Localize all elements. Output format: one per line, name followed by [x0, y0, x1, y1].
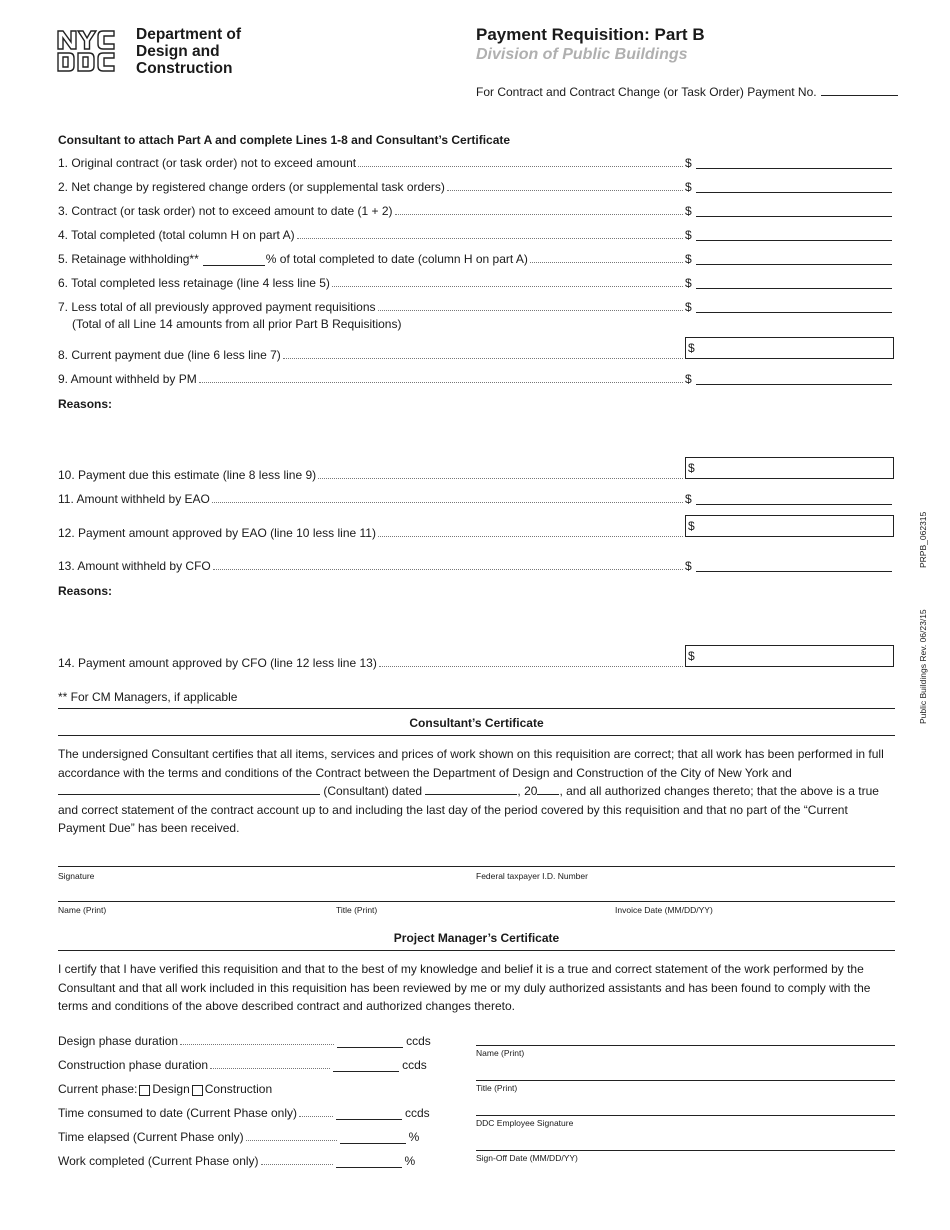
- dollar-sign: $: [685, 228, 692, 242]
- line-10: 10. Payment due this estimate (line 8 less line 9): [58, 468, 685, 482]
- line-8: 8. Current payment due (line 6 less line 7): [58, 348, 685, 362]
- dollar-sign: $: [685, 252, 692, 266]
- line-11: 11. Amount withheld by EAO: [58, 492, 685, 506]
- line-13-amount[interactable]: [696, 559, 892, 572]
- line-10-amount-box[interactable]: $: [685, 457, 894, 479]
- pm-signoff-label: Sign-Off Date (MM/DD/YY): [476, 1153, 578, 1163]
- pm-signature-label: DDC Employee Signature: [476, 1118, 574, 1128]
- design-checkbox[interactable]: [139, 1085, 150, 1096]
- time-elapsed: Time elapsed (Current Phase only) %: [58, 1130, 420, 1144]
- pm-certificate-title: Project Manager’s Certificate: [393, 931, 560, 945]
- line-14-amount-box[interactable]: $: [685, 645, 894, 667]
- dollar-sign: $: [685, 180, 692, 194]
- dollar-sign: $: [685, 204, 692, 218]
- line-7: 7. Less total of all previously approved payment requisitions: [58, 300, 685, 314]
- section-heading: Consultant to attach Part A and complete Lines 1-8 and Consultant’s Certificate: [58, 133, 511, 147]
- work-completed-field[interactable]: [336, 1157, 402, 1168]
- consultant-title-label: Title (Print): [336, 905, 378, 915]
- consultant-certificate-text: The undersigned Consultant certifies that all items, services and prices of work shown on this requisition are correct; that all work has been performed in full accordance with the terms and conditions of the Contract between the Department of Design and Construction of the City of New York and (Consultant) dated , 20 , and all authorized changes thereto; that the above is a true and correct statement of the contract account up to and including the last day of the period covered by this requisition and that no part of the “Current Payment Due” has been received.: [58, 747, 884, 835]
- line-4: 4. Total completed (total column H on part A): [58, 228, 685, 242]
- line-14: 14. Payment amount approved by CFO (line 12 less line 13): [58, 656, 685, 670]
- line-7-note: (Total of all Line 14 amounts from all prior Part B Requisitions): [72, 317, 402, 331]
- pm-name-line[interactable]: [476, 1045, 895, 1046]
- consultant-certificate-title: Consultant’s Certificate: [409, 716, 544, 730]
- line-1: 1. Original contract (or task order) not to exceed amount: [58, 156, 685, 170]
- line-2: 2. Net change by registered change orders (or supplemental task orders): [58, 180, 685, 194]
- payment-no-field[interactable]: For Contract and Contract Change (or Task Order) Payment No.: [476, 85, 898, 99]
- dollar-sign: $: [685, 372, 692, 386]
- pm-signature-line[interactable]: [476, 1115, 895, 1116]
- form-subtitle: Division of Public Buildings: [476, 46, 688, 63]
- work-completed: Work completed (Current Phase only) %: [58, 1154, 416, 1168]
- line-3: 3. Contract (or task order) not to exceed amount to date (1 + 2): [58, 204, 685, 218]
- line-8-amount-box[interactable]: $: [685, 337, 894, 359]
- time-elapsed-field[interactable]: [340, 1133, 406, 1144]
- construction-checkbox[interactable]: [192, 1085, 203, 1096]
- line-12: 12. Payment amount approved by EAO (line 10 less line 11): [58, 526, 685, 540]
- cert-date-field[interactable]: [425, 782, 517, 795]
- design-duration-field[interactable]: [337, 1037, 403, 1048]
- divider: [58, 708, 895, 709]
- line-4-amount[interactable]: [696, 228, 892, 241]
- line-2-amount[interactable]: [696, 180, 892, 193]
- dollar-sign: $: [685, 492, 692, 506]
- signature-line[interactable]: [58, 866, 895, 867]
- reasons-label-cfo: Reasons:: [58, 584, 113, 598]
- nyc-ddc-logo: [56, 28, 126, 74]
- pm-signoff-line[interactable]: [476, 1150, 895, 1151]
- divider: [58, 735, 895, 736]
- construction-phase-duration: Construction phase duration ccds: [58, 1058, 427, 1072]
- form-title: Payment Requisition: Part B: [476, 25, 705, 44]
- pm-certificate-text: I certify that I have verified this requisition and that to the best of my knowledge and belief it is a true and correct statement of the work performed by the Consultant and that all work included in this requisition has been reviewed by me or my duly authorized assistants and has been found to comply with the terms and conditions of the above described contract and authorized changes thereto.: [58, 962, 871, 1013]
- line-7-amount[interactable]: [696, 300, 892, 313]
- dollar-sign: $: [685, 300, 692, 314]
- reasons-label-pm: Reasons:: [58, 397, 113, 411]
- consultant-name-field[interactable]: [58, 782, 320, 795]
- line-6-amount[interactable]: [696, 276, 892, 289]
- construction-duration-field[interactable]: [333, 1061, 399, 1072]
- retainage-percent-field[interactable]: [203, 255, 265, 266]
- footnote: ** For CM Managers, if applicable: [58, 690, 238, 704]
- divider: [58, 950, 895, 951]
- line-12-amount-box[interactable]: $: [685, 515, 894, 537]
- form-code: PRPB_062315: [918, 511, 928, 568]
- line-5-amount[interactable]: [696, 252, 892, 265]
- line-3-amount[interactable]: [696, 204, 892, 217]
- revision-note: Public Buildings Rev. 06/23/15: [918, 609, 928, 724]
- pm-title-label: Title (Print): [476, 1083, 518, 1093]
- time-consumed-field[interactable]: [336, 1109, 402, 1120]
- dollar-sign: $: [685, 559, 692, 573]
- line-9-amount[interactable]: [696, 372, 892, 385]
- cert-year-field[interactable]: [537, 782, 559, 795]
- dollar-sign: $: [685, 156, 692, 170]
- time-consumed: Time consumed to date (Current Phase only) ccds: [58, 1106, 430, 1120]
- taxpayer-id-label: Federal taxpayer I.D. Number: [476, 871, 588, 881]
- dollar-sign: $: [685, 276, 692, 290]
- line-9: 9. Amount withheld by PM: [58, 372, 685, 386]
- design-phase-duration: Design phase duration ccds: [58, 1034, 431, 1048]
- signature-label: Signature: [58, 871, 95, 881]
- line-1-amount[interactable]: [696, 156, 892, 169]
- line-11-amount[interactable]: [696, 492, 892, 505]
- line-5: 5. Retainage withholding** % of total completed to date (column H on part A): [58, 252, 685, 266]
- department-name: Department of Design and Construction: [136, 26, 242, 77]
- pm-name-label: Name (Print): [476, 1048, 525, 1058]
- name-title-line[interactable]: [58, 901, 895, 902]
- invoice-date-label: Invoice Date (MM/DD/YY): [615, 905, 713, 915]
- line-13: 13. Amount withheld by CFO: [58, 559, 685, 573]
- consultant-name-label: Name (Print): [58, 905, 107, 915]
- current-phase: Current phase: Design Construction: [58, 1082, 273, 1096]
- pm-title-line[interactable]: [476, 1080, 895, 1081]
- line-6: 6. Total completed less retainage (line 4 less line 5): [58, 276, 685, 290]
